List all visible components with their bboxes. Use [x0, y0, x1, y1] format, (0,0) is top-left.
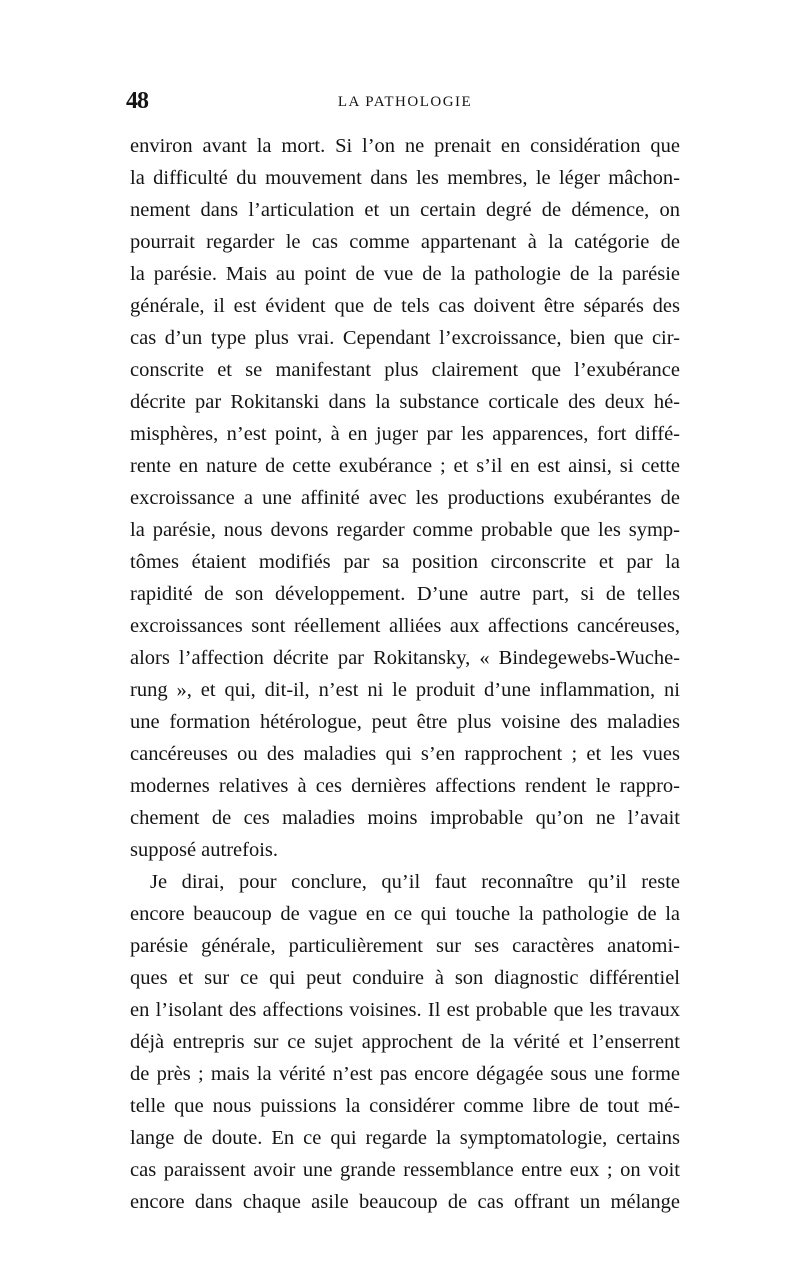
text-line: cas paraissent avoir une grande ressemblance entre eux ; on voit — [130, 1159, 680, 1181]
text-line: misphères, n’est point, à en juger par les apparences, fort diffé- — [130, 423, 680, 445]
text-line: lange de doute. En ce qui regarde la symptomatologie, certains — [130, 1127, 680, 1149]
running-head — [126, 88, 680, 118]
text-line: de près ; mais la vérité n’est pas encore dégagée sous une forme — [130, 1063, 680, 1085]
running-title: LA PATHOLOGIE — [337, 94, 473, 110]
text-line: encore beaucoup de vague en ce qui touche la pathologie de la — [130, 903, 680, 925]
text-line: environ avant la mort. Si l’on ne prenait en considération que — [130, 135, 680, 157]
page-number: 48 — [126, 88, 148, 114]
text-line: la difficulté du mouvement dans les membres, le léger mâchon- — [130, 167, 680, 189]
text-line: une formation hétérologue, peut être plus voisine des maladies — [130, 711, 680, 733]
text-line: Je dirai, pour conclure, qu’il faut reconnaître qu’il reste — [150, 871, 680, 893]
text-line: parésie générale, particulièrement sur ses caractères anatomi- — [130, 935, 680, 957]
text-line: rapidité de son développement. D’une autre part, si de telles — [130, 583, 680, 605]
text-line: encore dans chaque asile beaucoup de cas offrant un mélange — [130, 1191, 680, 1213]
text-line: ques et sur ce qui peut conduire à son diagnostic différentiel — [130, 967, 680, 989]
text-line: cancéreuses ou des maladies qui s’en rapprochent ; et les vues — [130, 743, 680, 765]
text-line: cas d’un type plus vrai. Cependant l’excroissance, bien que cir- — [130, 327, 680, 349]
text-line: générale, il est évident que de tels cas doivent être séparés des — [130, 295, 680, 317]
paragraph-1 — [130, 130, 680, 866]
text-line: la parésie, nous devons regarder comme probable que les symp- — [130, 519, 680, 541]
text-line: excroissance a une affinité avec les productions exubérantes de — [130, 487, 680, 509]
text-line: en l’isolant des affections voisines. Il est probable que les travaux — [130, 999, 680, 1021]
text-line: alors l’affection décrite par Rokitansky, « Bindegewebs-Wuche- — [130, 647, 680, 669]
text-line: la parésie. Mais au point de vue de la pathologie de la parésie — [130, 263, 680, 285]
text-line: rung », et qui, dit-il, n’est ni le produit d’une inflammation, ni — [130, 679, 680, 701]
text-line: décrite par Rokitanski dans la substance corticale des deux hé- — [130, 391, 680, 413]
text-line: excroissances sont réellement alliées aux affections cancéreuses, — [130, 615, 680, 637]
paragraph-2 — [130, 866, 680, 1218]
text-line: tômes étaient modifiés par sa position circonscrite et par la — [130, 551, 680, 573]
text-line: pourrait regarder le cas comme appartenant à la catégorie de — [130, 231, 680, 253]
text-line: conscrite et se manifestant plus clairement que l’exubérance — [130, 359, 680, 381]
text-line: déjà entrepris sur ce sujet approchent de la vérité et l’enserrent — [130, 1031, 680, 1053]
body-text — [130, 130, 680, 1218]
text-line: modernes relatives à ces dernières affections rendent le rappro- — [130, 775, 680, 797]
text-line: nement dans l’articulation et un certain degré de démence, on — [130, 199, 680, 221]
text-line: chement de ces maladies moins improbable qu’on ne l’avait — [130, 807, 680, 829]
text-line: supposé autrefois. — [130, 839, 279, 861]
text-line: rente en nature de cette exubérance ; et s’il en est ainsi, si cette — [130, 455, 680, 477]
text-line: telle que nous puissions la considérer comme libre de tout mé- — [130, 1095, 680, 1117]
